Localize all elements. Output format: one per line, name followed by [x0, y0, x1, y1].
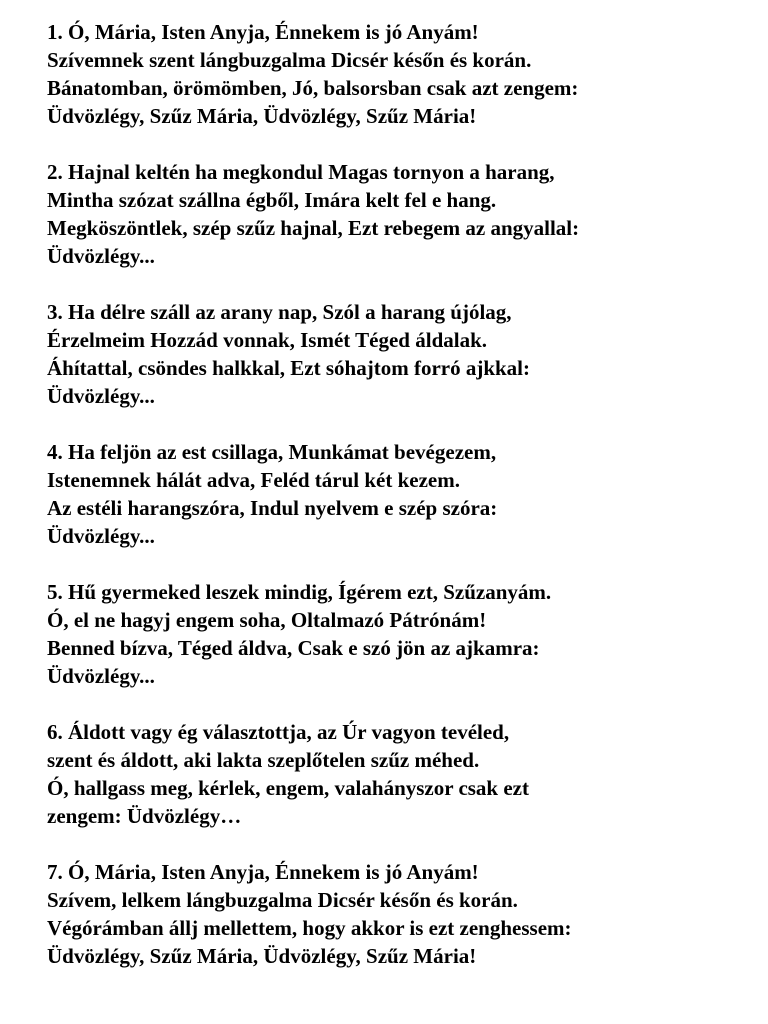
verse-line: Áhítattal, csöndes halkkal, Ezt sóhajtom forró ajkkal:: [47, 356, 531, 380]
stanza-7: [47, 858, 747, 970]
verse-line: Megköszöntlek, szép szűz hajnal, Ezt rebegem az angyallal:: [47, 216, 580, 240]
verse-line: szent és áldott, aki lakta szeplőtelen szűz méhed.: [47, 748, 480, 772]
verse-line: Üdvözlégy, Szűz Mária, Üdvözlégy, Szűz Mária!: [47, 944, 477, 968]
stanza-5: [47, 578, 747, 690]
verse-line: Istenemnek hálát adva, Feléd tárul két kezem.: [47, 468, 460, 492]
verse-line: Üdvözlégy...: [47, 384, 155, 408]
verse-line: 5. Hű gyermeked leszek mindig, Ígérem ezt, Szűzanyám.: [47, 580, 552, 604]
verse-line: Érzelmeim Hozzád vonnak, Ismét Téged áldalak.: [47, 328, 488, 352]
verse-line: Üdvözlégy, Szűz Mária, Üdvözlégy, Szűz Mária!: [47, 104, 477, 128]
verse-line: Üdvözlégy...: [47, 524, 155, 548]
hymn-text: [47, 18, 747, 998]
verse-line: Szívemnek szent lángbuzgalma Dicsér későn és korán.: [47, 48, 532, 72]
verse-line: Bánatomban, örömömben, Jó, balsorsban csak azt zengem:: [47, 76, 579, 100]
verse-line: Üdvözlégy...: [47, 244, 155, 268]
stanza-6: [47, 718, 747, 830]
verse-line: 1. Ó, Mária, Isten Anyja, Énnekem is jó Anyám!: [47, 20, 479, 44]
verse-line: Mintha szózat szállna égből, Imára kelt fel e hang.: [47, 188, 497, 212]
stanza-3: [47, 298, 747, 410]
stanza-2: [47, 158, 747, 270]
verse-line: Végórámban állj mellettem, hogy akkor is ezt zenghessem:: [47, 916, 572, 940]
verse-line: Ó, hallgass meg, kérlek, engem, valahányszor csak ezt: [47, 776, 529, 800]
verse-line: Az estéli harangszóra, Indul nyelvem e szép szóra:: [47, 496, 498, 520]
verse-line: 2. Hajnal keltén ha megkondul Magas tornyon a harang,: [47, 160, 555, 184]
stanza-4: [47, 438, 747, 550]
verse-line: Üdvözlégy...: [47, 664, 155, 688]
stanza-1: [47, 18, 747, 130]
verse-line: 3. Ha délre száll az arany nap, Szól a harang újólag,: [47, 300, 512, 324]
verse-line: 4. Ha feljön az est csillaga, Munkámat bevégezem,: [47, 440, 497, 464]
verse-line: 6. Áldott vagy ég választottja, az Úr vagyon tevéled,: [47, 720, 510, 744]
verse-line: Szívem, lelkem lángbuzgalma Dicsér későn és korán.: [47, 888, 518, 912]
verse-line: Ó, el ne hagyj engem soha, Oltalmazó Pátrónám!: [47, 608, 487, 632]
verse-line: zengem: Üdvözlégy…: [47, 804, 242, 828]
verse-line: Benned bízva, Téged áldva, Csak e szó jön az ajkamra:: [47, 636, 540, 660]
verse-line: 7. Ó, Mária, Isten Anyja, Énnekem is jó Anyám!: [47, 860, 479, 884]
